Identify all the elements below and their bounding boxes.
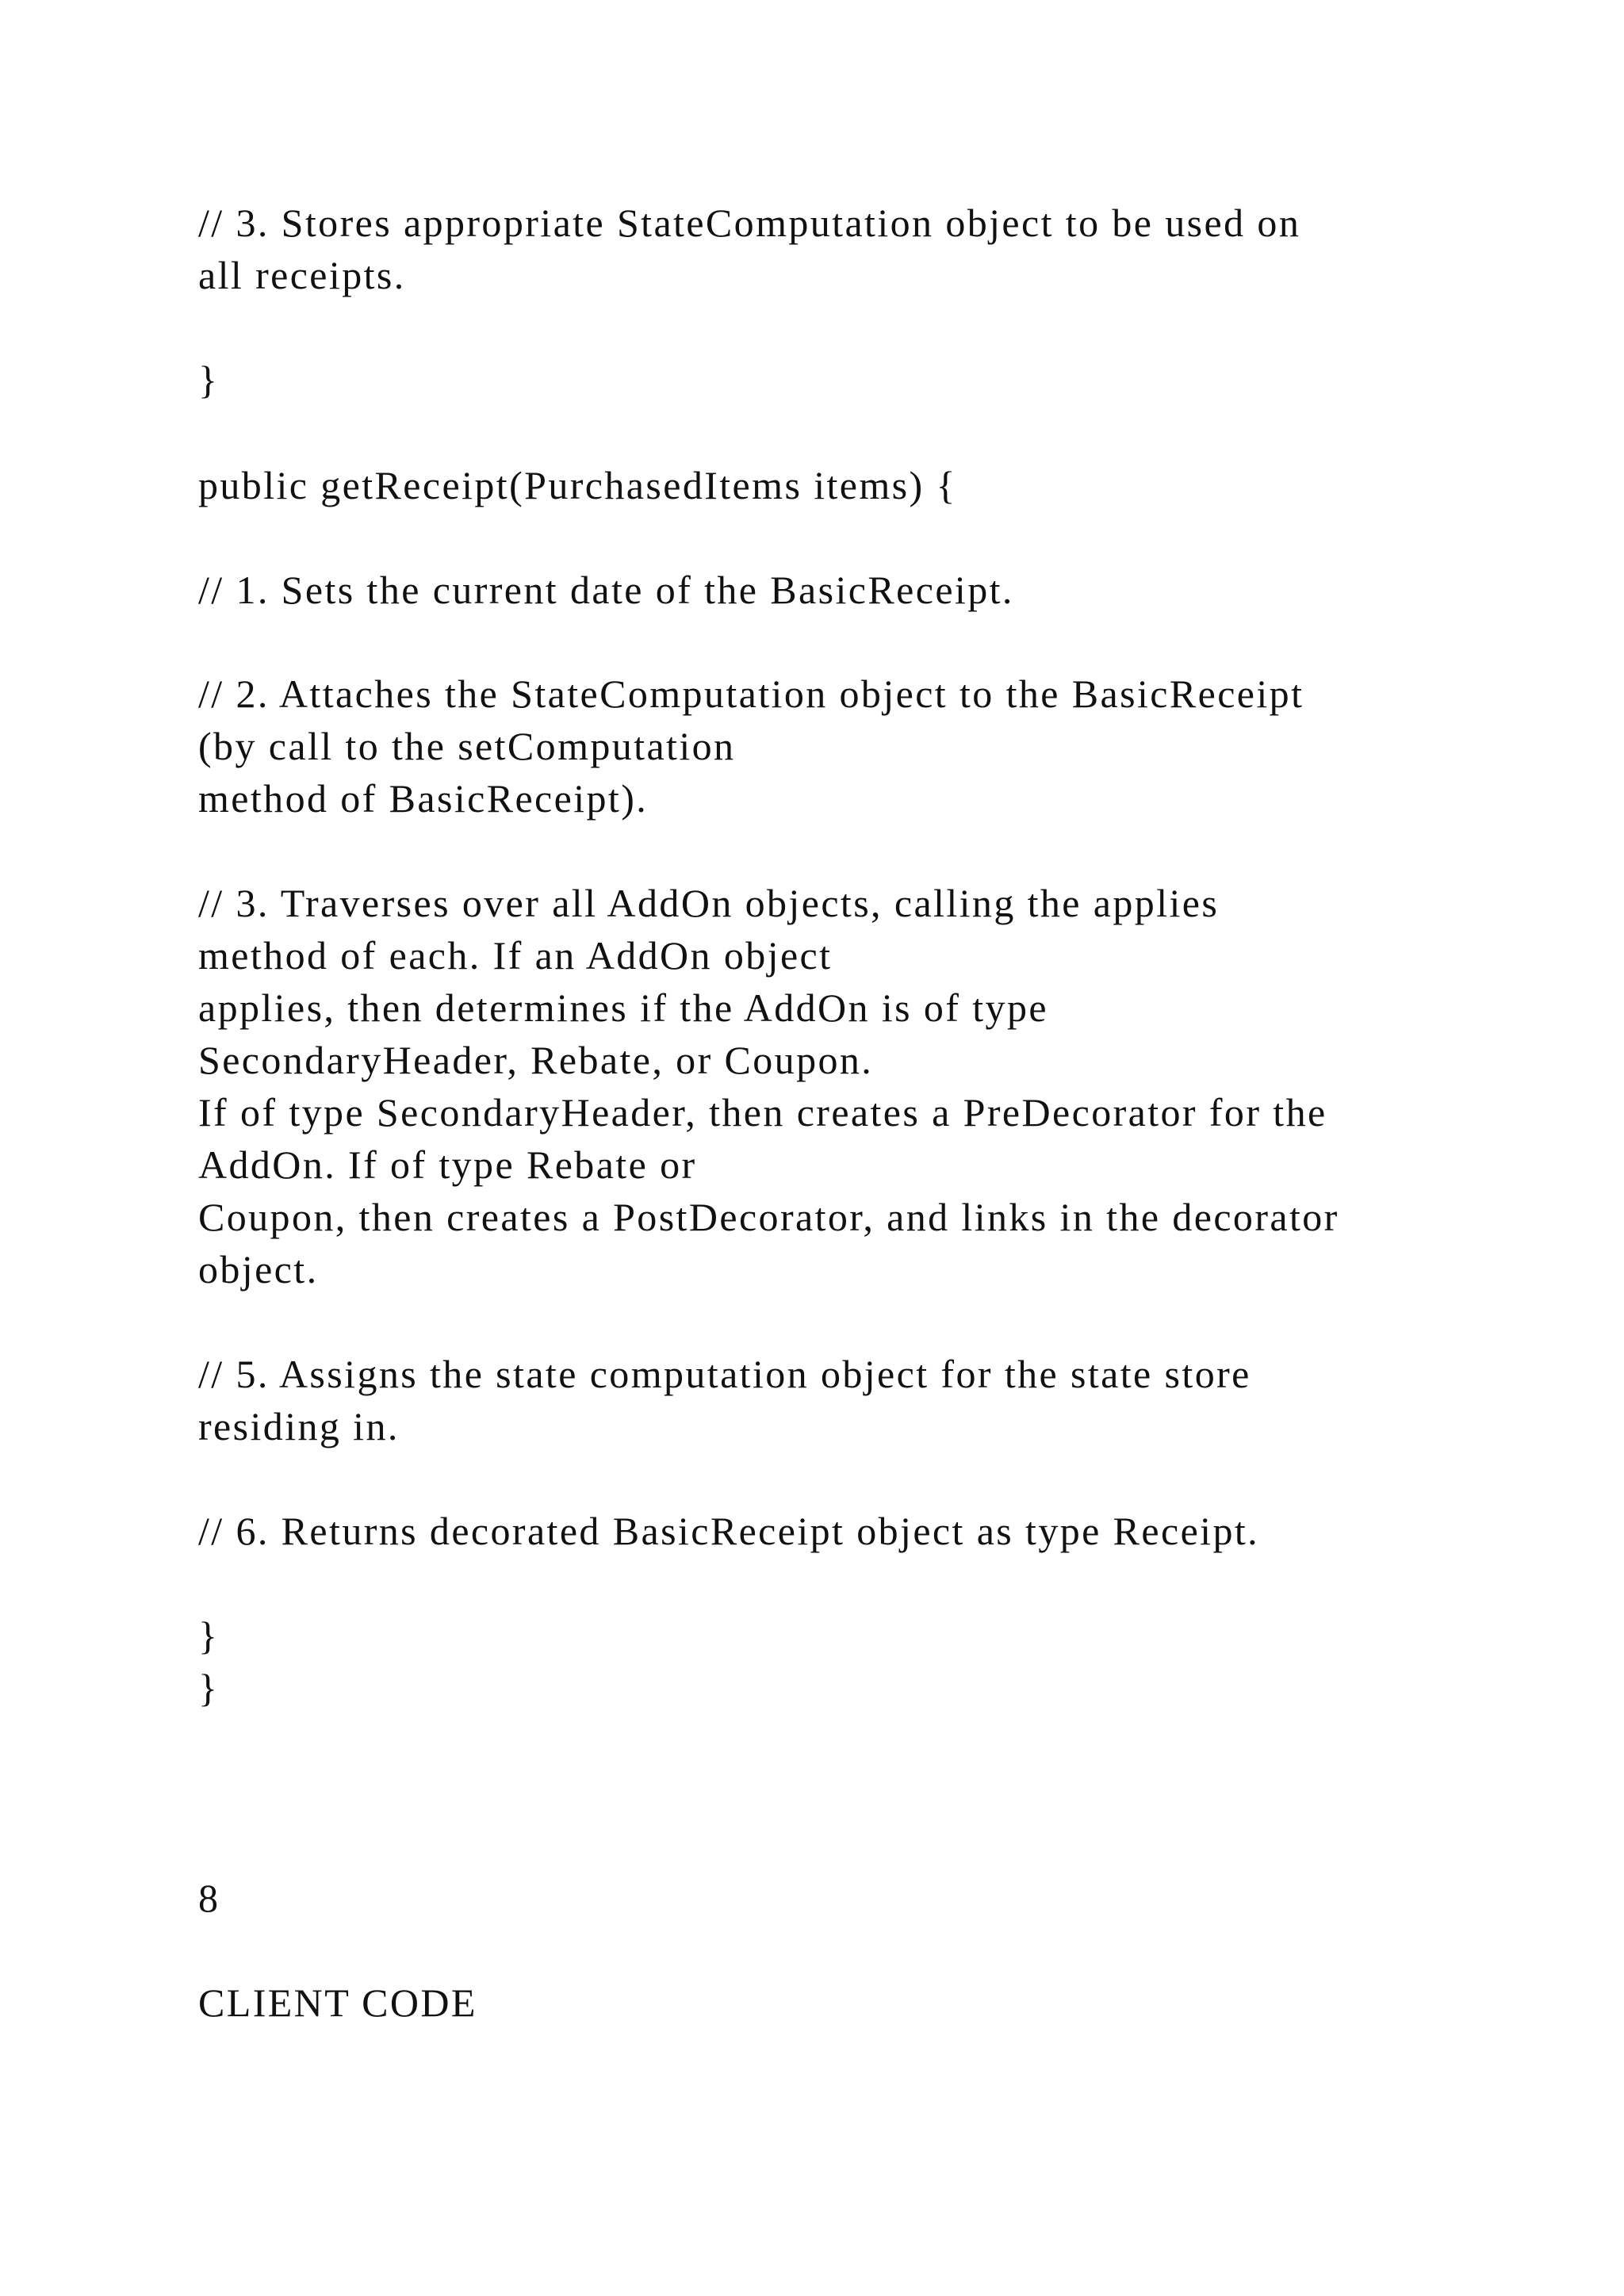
text-line: 8: [198, 1876, 220, 1920]
text-line: }: [198, 358, 220, 402]
text-line: CLIENT CODE: [198, 1980, 477, 2025]
comment-traverse-addons: [198, 877, 1339, 1295]
text-line: applies, then determines if the AddOn is of type: [198, 985, 1048, 1030]
text-line: method of BasicReceipt).: [198, 776, 649, 821]
text-line: all receipts.: [198, 253, 406, 297]
text-line: method of each. If an AddOn object: [198, 933, 833, 978]
section-number: [198, 1872, 220, 1924]
closing-brace: [198, 354, 219, 406]
text-line: }: [198, 1613, 220, 1658]
text-line: If of type SecondaryHeader, then creates a PreDecorator for the: [198, 1090, 1327, 1135]
method-signature: [198, 459, 957, 511]
text-line: // 3. Traverses over all AddOn objects, calling the applies: [198, 881, 1220, 925]
closing-braces: [198, 1609, 219, 1714]
text-line: residing in.: [198, 1404, 400, 1448]
text-line: // 1. Sets the current date of the BasicReceipt.: [198, 568, 1014, 612]
section-heading: [198, 1976, 477, 2029]
text-line: // 5. Assigns the state computation object for the state store: [198, 1352, 1251, 1396]
comment-set-date: [198, 564, 1014, 616]
comment-assign-state: [198, 1348, 1251, 1452]
text-line: // 3. Stores appropriate StateComputation object to be used on: [198, 201, 1301, 245]
text-line: (by call to the setComputation: [198, 724, 736, 768]
text-line: Coupon, then creates a PostDecorator, and links in the decorator: [198, 1195, 1339, 1239]
text-line: // 2. Attaches the StateComputation object to the BasicReceipt: [198, 672, 1304, 716]
comment-return-receipt: [198, 1505, 1259, 1557]
comment-attach-computation: [198, 668, 1304, 825]
text-line: object.: [198, 1247, 319, 1292]
text-line: // 6. Returns decorated BasicReceipt object as type Receipt.: [198, 1509, 1260, 1553]
text-line: public getReceipt(PurchasedItems items) {: [198, 463, 957, 507]
text-line: AddOn. If of type Rebate or: [198, 1142, 697, 1187]
text-line: }: [198, 1666, 220, 1710]
text-line: SecondaryHeader, Rebate, or Coupon.: [198, 1038, 874, 1082]
comment-store-computation: [198, 197, 1300, 301]
